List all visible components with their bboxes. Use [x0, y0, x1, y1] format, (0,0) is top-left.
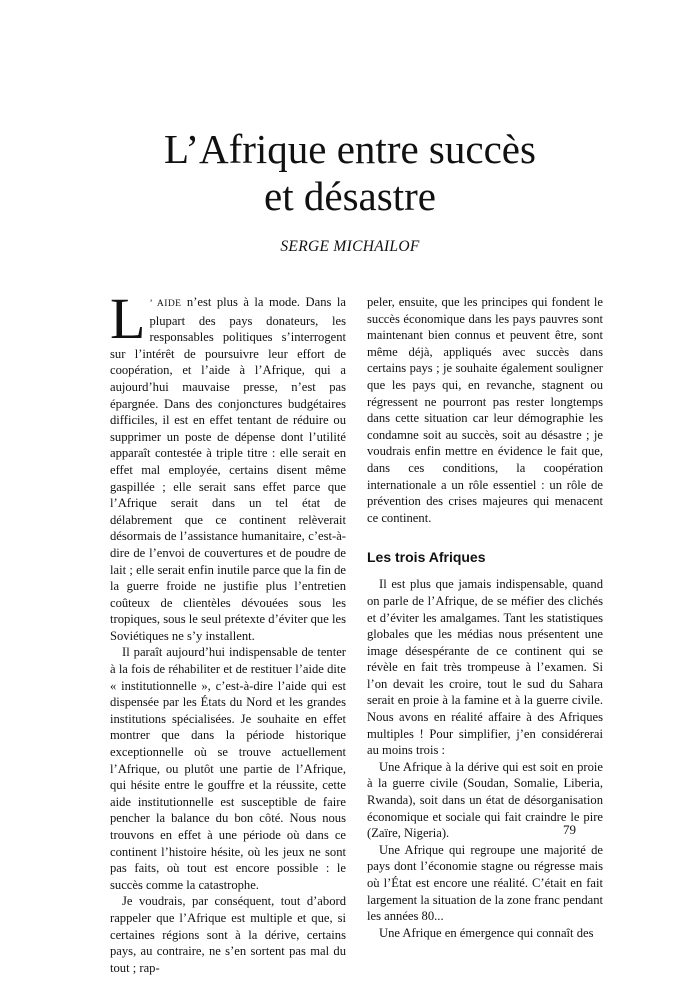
right-column: [367, 294, 603, 941]
article-title-line-1: L’Afrique entre succès: [164, 126, 536, 172]
page-number: 79: [563, 822, 576, 837]
body-paragraph-6: Une Afrique qui regroupe une majorité de pays dont l’économie stagne ou régresse mais où l’État est encore une réalité. C’était en fait largement la situation de la zone franc pendant les années 80...: [367, 842, 603, 924]
body-paragraph-5: Une Afrique à la dérive qui est soit en proie à la guerre civile (Soudan, Somalie, Liberia, Rwanda), soit dans un état de désorganisation économique et sociale qui fait craindre le pire (Zaïre, Nigeria).: [367, 759, 603, 841]
body-paragraph-2: Il paraît aujourd’hui indispensable de tenter à la fois de réhabiliter et de restituer l’aide dite « institutionnelle », c’est-à-dire l’aide qui est dispensée par les États du Nord et les grandes institutions spécialisées. Je souhaite en effet montrer que dans la période historique exceptionnelle où se trouve actuellement l’Afrique, ou plutôt une partie de l’Afrique, qui hésite entre le gouffre et la réussite, cette aide institutionnelle est susceptible de faire pencher la balance du bon côté. Nous nous trouvons en effet à une période où dans ce continent l’histoire hésite, où les jeux ne sont pas faits, où tout est encore possible : le succès comme la catastrophe.: [110, 645, 346, 892]
body-paragraph-4: Il est plus que jamais indispensable, quand on parle de l’Afrique, de se méfier des clichés et d’éviter les amalgames. Tant les statistiques globales que les médias nous présentent une image désespérante de ce continent qui se révèle en fait très trompeuse à l’examen. Si l’on devait les croire, tout le sud du Sahara serait en proie à la famine et à la guerre civile. Nous avons en réalité affaire à des Afriques multiples ! Pour simplifier, j’en considérerai au moins trois :: [367, 577, 603, 758]
article-title-line-2: et désastre: [264, 173, 436, 219]
body-paragraph-3: Je voudrais, par conséquent, tout d’abord rappeler que l’Afrique est multiple et que, si certaines régions sont à la dérive, certains pays, au contraire, ne s’en sortent pas mal du tout ; rap-: [110, 894, 346, 975]
lead-smallcaps: ’ AIDE: [149, 298, 182, 309]
paragraph-text: n’est plus à la mode. Dans la plupart des pays donateurs, les responsables politiques s’interrogent sur l’intérêt de poursuivre leur effort de coopération, et l’aide à l’Afrique, qui a aujourd’hui mauvaise presse, n’est pas épargnée. Dans des conjonctures budgétaires difficiles, il est en effet tentant de réduire ou supprimer un poste de dépense dont l’utilité apparaît contestée à triple titre : elle serait en effet mal employée, certains disent même gaspillée ; elle serait sans effet parce que l’Afrique serait dans un tel état de délabrement que ce continent relèverait désormais de l’assistance humanitaire, c’est-à-dire de l’envoi de couvertures et de poudre de lait ; elle serait enfin inutile parce que la fin de la guerre froide ne justifie plus l’entretien coûteux de clientèles dévouées sous les tropiques, sous le seul prétexte d’éviter que les Soviétiques ne s’y installent.: [110, 295, 346, 643]
section-heading: Les trois Afriques: [367, 549, 486, 566]
left-column: [110, 286, 346, 976]
body-paragraph-1: [110, 286, 346, 644]
body-paragraph-7: Une Afrique en émergence qui connaît des: [379, 925, 594, 940]
drop-cap: L: [110, 286, 146, 351]
article-author: SERGE MICHAILOF: [280, 238, 420, 255]
body-paragraph-continuation: peler, ensuite, que les principes qui fondent le succès économique dans les pays pauvres sont maintenant bien connus et peuvent être, sont même déjà, appliqués avec succès dans certains pays ; je souhaite également souligner que les pays qui, en revanche, stagnent ou régressent ne pourront pas rester longtemps dans cette situation car leur démographie les condamne soit au succès, soit au désastre ; je voudrais enfin mettre en évidence le fait que, dans ces conditions, la coopération internationale a un rôle essentiel : un rôle de prévention des crises majeures qui menacent ce continent.: [367, 295, 603, 525]
article-title: [0, 126, 700, 220]
